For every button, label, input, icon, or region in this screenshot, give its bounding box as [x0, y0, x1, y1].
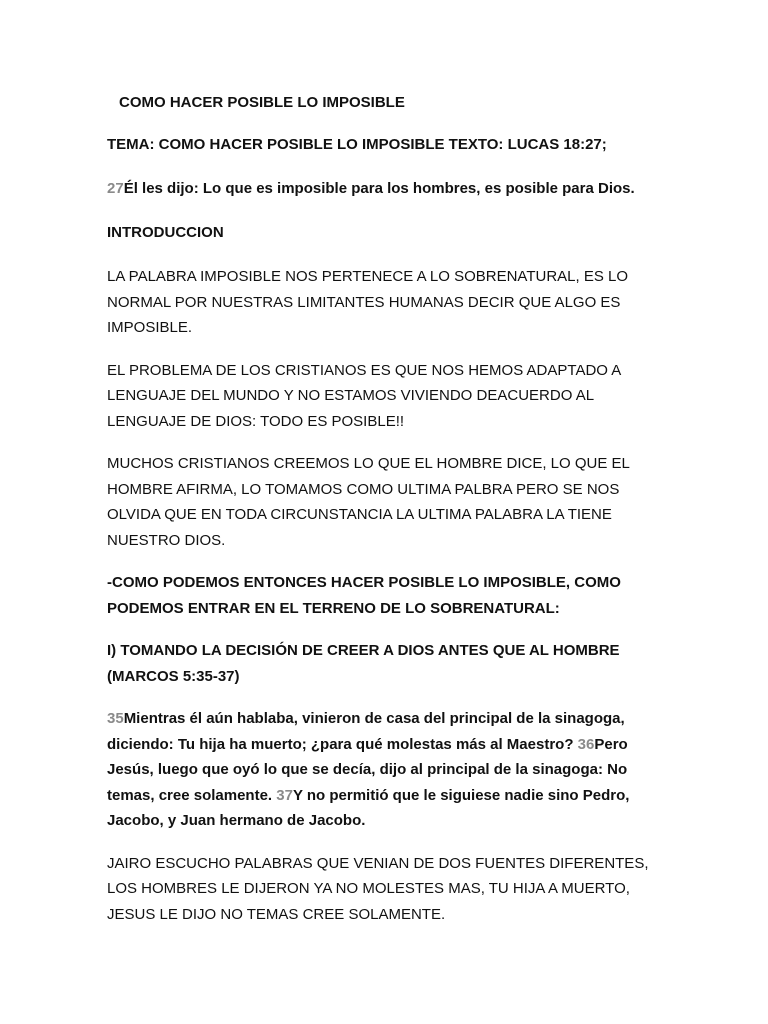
- verse-text: Y no permitió que le siguiese nadie sino Pedro, Jacobo, y Juan hermano de Jacobo.: [107, 786, 630, 829]
- verse-number: 27: [107, 180, 124, 197]
- closing-paragraph: JAIRO ESCUCHO PALABRAS QUE VENIAN DE DOS FUENTES DIFERENTES, LOS HOMBRES LE DIJERON YA NO MOLESTES MAS, TU HIJA A MUERTO, JESUS LE DIJO NO TEMAS CREE SOLAMENTE.: [107, 854, 649, 923]
- introduccion-heading: INTRODUCCION: [107, 224, 224, 241]
- verse-text: Pero Jesús, luego que oyó lo que se decía, dijo al principal de la sinagoga: No temas, cree solamente.: [107, 735, 628, 804]
- document-title: COMO HACER POSIBLE LO IMPOSIBLE: [119, 94, 405, 111]
- tema-line: TEMA: COMO HACER POSIBLE LO IMPOSIBLE TEXTO: LUCAS 18:27;: [107, 136, 607, 153]
- paragraph-2: EL PROBLEMA DE LOS CRISTIANOS ES QUE NOS HEMOS ADAPTADO A LENGUAJE DEL MUNDO Y NO ESTAMOS VIVIENDO DEACUERDO AL LENGUAJE DE DIOS: TODO ES POSIBLE!!: [107, 361, 621, 430]
- paragraph-3: MUCHOS CRISTIANOS CREEMOS LO QUE EL HOMBRE DICE, LO QUE EL HOMBRE AFIRMA, LO TOMAMOS COMO ULTIMA PALBRA PERO SE NOS OLVIDA QUE EN TODA CIRCUNSTANCIA LA ULTIMA PALABRA LA TIENE NUESTRO DIOS.: [107, 455, 630, 549]
- verse-text: Mientras él aún hablaba, vinieron de casa del principal de la sinagoga, diciendo: Tu hija ha muerto; ¿para qué molestas más al Maestro?: [107, 710, 625, 753]
- marcos-passage: [107, 706, 668, 834]
- verse-text: Él les dijo: Lo que es imposible para los hombres, es posible para Dios.: [123, 180, 635, 197]
- question-heading: -COMO PODEMOS ENTONCES HACER POSIBLE LO IMPOSIBLE, COMO PODEMOS ENTRAR EN EL TERRENO DE LO SOBRENATURAL:: [107, 574, 621, 617]
- verse-number: 35: [107, 710, 124, 727]
- verse-lucas-18-27: [107, 178, 668, 200]
- verse-number: 37: [276, 786, 293, 804]
- verse-number: 36: [577, 735, 595, 753]
- point-1-heading: I) TOMANDO LA DECISIÓN DE CREER A DIOS ANTES QUE AL HOMBRE (MARCOS 5:35-37): [107, 642, 620, 685]
- paragraph-1: LA PALABRA IMPOSIBLE NOS PERTENECE A LO SOBRENATURAL, ES LO NORMAL POR NUESTRAS LIMITANTES HUMANAS DECIR QUE ALGO ES IMPOSIBLE.: [107, 268, 629, 336]
